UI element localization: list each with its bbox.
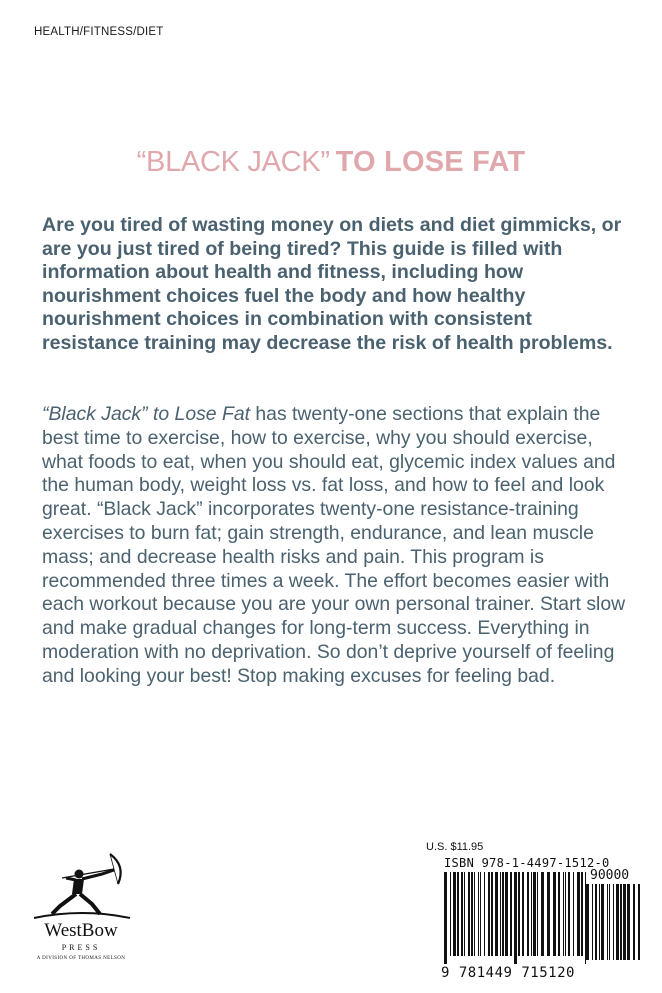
barcode-bar	[505, 872, 508, 956]
publisher-name: WestBow	[44, 920, 118, 941]
barcode-bar	[616, 884, 619, 960]
barcode-bar	[592, 884, 593, 960]
barcode-bar	[457, 872, 459, 956]
barcode-bar	[595, 884, 597, 960]
barcode-bar	[514, 872, 517, 964]
barcode-bar	[522, 872, 524, 956]
barcode-bar	[518, 872, 520, 956]
barcode-bar	[601, 884, 604, 960]
barcode-bar	[478, 872, 479, 956]
barcode-bar	[586, 884, 589, 960]
barcode-bar	[547, 872, 550, 956]
barcode-bar	[484, 872, 485, 956]
barcode-bar	[599, 884, 600, 960]
barcode-digits: 9 781449 715120	[441, 965, 575, 981]
barcode-addon	[586, 884, 640, 960]
barcode-bar	[510, 872, 512, 956]
barcode-bar	[577, 872, 580, 956]
barcode-bar	[488, 872, 490, 956]
barcode-bar	[553, 872, 556, 956]
barcode-bar	[495, 872, 498, 956]
body-text: has twenty-one sections that explain the best time to exercise, how to exercise, why you should exercise, what foods to eat, when you should eat, glycemic index values and the human body, weight loss vs. fat loss, and how to feel and look great. “Black Jack” incorporates twenty-one resistance-training exercises to burn fat; gain strength, endurance, and lean muscle mass; and decrease health risks and pain. This program is recommended three times a week. The effort becomes easier with each workout because you are your own personal trainer. Start slow and make gradual changes for long-term success. Everything in moderation with no deprivation. So don’t deprive yourself of feeling and looking your best! Stop making excuses for feeling bad.	[42, 403, 626, 687]
barcode-bar	[474, 872, 475, 956]
publisher-division: A DIVISION OF THOMAS NELSON	[36, 956, 126, 961]
barcode-bar	[541, 872, 544, 956]
barcode-bar	[620, 884, 622, 960]
barcode-bar	[461, 872, 463, 956]
barcode-bar	[613, 884, 614, 960]
barcode-bar	[491, 872, 493, 956]
publisher-press: PRESS	[61, 943, 101, 952]
barcode-bar	[537, 872, 538, 956]
barcode-bar	[527, 872, 529, 956]
body-paragraph	[42, 403, 632, 689]
title-part-black-jack: “BLACK JACK”	[136, 146, 330, 178]
barcode-bar	[502, 872, 504, 956]
barcode-main	[444, 872, 586, 964]
barcode-bar	[464, 872, 465, 956]
barcode-bar	[444, 872, 447, 964]
barcode-bar	[531, 872, 532, 956]
publisher-logo	[22, 848, 140, 972]
barcode-bar	[568, 872, 570, 956]
barcode-bar	[573, 872, 574, 956]
lead-paragraph: Are you tired of wasting money on diets and diet gimmicks, or are you just tired of being tired? This guide is filled with information about health and fitness, including how nourishment choices fuel the body and how healthy nourishment choices in combination with consistent resistance training may decrease the risk of health problems.	[42, 214, 622, 354]
barcode-bar	[558, 872, 560, 956]
barcode-bar	[471, 872, 473, 956]
archer-icon	[22, 848, 140, 920]
barcode-addon-digits: 90000	[590, 868, 630, 883]
barcode-bar	[627, 884, 630, 960]
body-book-title: “Black Jack” to Lose Fat	[42, 403, 250, 425]
barcode-bar	[607, 884, 608, 960]
category-label: HEALTH/FITNESS/DIET	[34, 26, 164, 38]
barcode-bar	[633, 884, 635, 960]
barcode-bar	[581, 872, 583, 956]
barcode-bar	[450, 872, 451, 956]
barcode-bar	[480, 872, 481, 956]
book-title	[0, 146, 662, 179]
barcode-bar	[609, 884, 610, 960]
barcode-bar	[533, 872, 536, 956]
isbn-label: ISBN 978-1-4497-1512-0	[444, 856, 610, 870]
barcode-bar	[453, 872, 456, 956]
price-label: U.S. $11.95	[426, 841, 484, 853]
barcode-bar	[500, 872, 501, 956]
barcode-bar	[563, 872, 564, 956]
barcode-bar	[638, 884, 640, 960]
barcode-bar	[468, 872, 470, 956]
title-part-to-lose-fat: TO LOSE FAT	[335, 146, 526, 178]
barcode-bar	[623, 884, 626, 960]
barcode-bar	[565, 872, 566, 956]
